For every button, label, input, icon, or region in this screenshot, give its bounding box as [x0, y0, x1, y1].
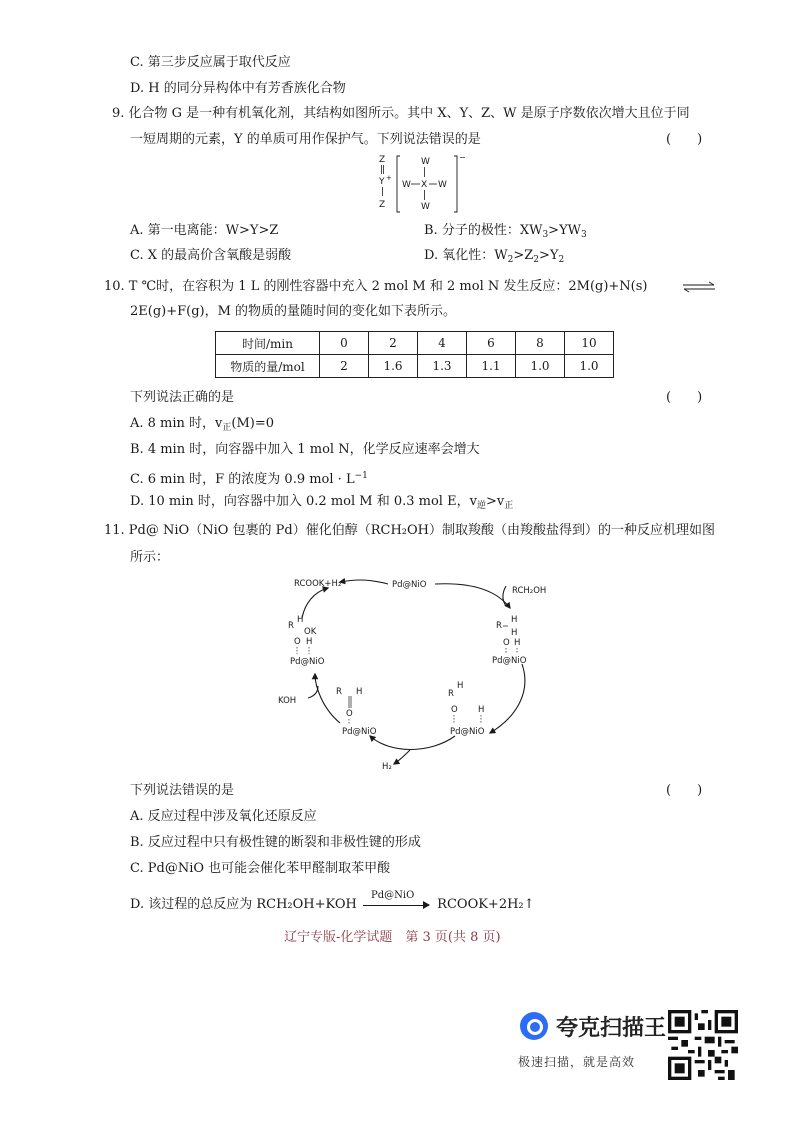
svg-text:R: R [448, 689, 454, 699]
svg-text:O: O [294, 637, 301, 647]
q9-stem-line1: 9. 化合物 G 是一种有机氧化剂，其结构如图所示。其中 X、Y、Z、W 是原子序数依次增大且位于同 [112, 106, 690, 121]
q10-prompt: 下列说法正确的是 [130, 390, 235, 405]
q9-option-a: A. 第一电离能：W>Y>Z [130, 223, 279, 238]
table-row [216, 355, 614, 378]
q10-stem-line1: 10. T ℃时，在容积为 1 L 的刚性容器中充入 2 mol M 和 2 mol N 发生反应：2M(g)+N(s) [104, 279, 648, 294]
table-cell: 1.0 [565, 355, 614, 378]
surface-label: Pd@NiO [450, 727, 485, 737]
catalyst-top-label: Pd@NiO [392, 580, 427, 590]
reagent-koh-label: KOH [278, 696, 297, 706]
svg-text:H: H [457, 681, 464, 691]
q9-atom-w-top: W [421, 157, 430, 167]
surface-label: Pd@NiO [290, 657, 325, 667]
scanner-logo-icon [520, 1012, 548, 1040]
q10-data-table [215, 331, 614, 378]
cycle-arrow-bottom [370, 736, 455, 750]
cycle-arrow-left-lower [315, 674, 340, 723]
q11-mechanism-diagram [270, 568, 570, 773]
q10-option-d: D. 10 min 时，向容器中加入 0.2 mol M 和 0.3 mol E，$v_逆>v_正$ [130, 494, 514, 511]
svg-text:H: H [514, 638, 521, 648]
q9-atom-w-left: W [402, 180, 411, 190]
reagent-rch2oh-label: RCH₂OH [512, 586, 547, 596]
table-header-cell: 时间/min [216, 332, 320, 355]
table-header-cell: 0 [320, 332, 369, 355]
q9-option-d: D. 氧化性：$W_2>Z_2>Y_2$ [424, 248, 565, 265]
q11-option-d: D. 该过程的总反应为 RCH₂OH+KOH Pd@NiO RCOOK+2H₂↑ [130, 895, 535, 915]
svg-text:OK: OK [304, 627, 317, 637]
svg-text:R: R [336, 687, 342, 697]
q11-prompt: 下列说法错误的是 [130, 783, 235, 798]
svg-text:H: H [511, 628, 518, 638]
product-top-label: RCOOK+H₂ [294, 579, 342, 589]
table-cell: 2 [320, 355, 369, 378]
svg-text:O: O [503, 638, 510, 648]
q9-atom-w-right: W [438, 180, 447, 190]
table-cell: 1.3 [418, 355, 467, 378]
svg-text:H: H [478, 705, 485, 715]
svg-text:H: H [511, 615, 518, 625]
watermark-brand: 夸克扫描王 [556, 1016, 667, 1041]
cycle-arrow-top-right [435, 584, 510, 608]
q11-stem-line2: 所示： [130, 550, 170, 565]
table-header-cell: 10 [565, 332, 614, 355]
svg-text:H: H [297, 615, 304, 625]
q9-atom-y: Y [379, 177, 385, 187]
cycle-arrow-right [490, 664, 525, 733]
q10-option-b: B. 4 min 时，向容器中加入 1 mol N，化学反应速率会增大 [130, 442, 480, 457]
table-row [216, 332, 614, 355]
q10-answer-paren: ( ) [666, 390, 703, 405]
qr-code-icon [668, 1010, 738, 1080]
svg-text:R: R [288, 621, 294, 631]
watermark-slogan: 极速扫描，就是高效 [518, 1055, 636, 1069]
table-cell: 1.6 [369, 355, 418, 378]
cycle-arrow-top-left [340, 580, 388, 584]
surface-label: Pd@NiO [342, 727, 377, 737]
q9-atom-x: X [421, 180, 428, 190]
q10-option-c: C. 6 min 时，F 的浓度为 0.9 mol · $L^{-1}$ [130, 471, 368, 487]
q9-atom-z-bottom: Z [379, 200, 386, 210]
surface-label: Pd@NiO [492, 656, 527, 666]
q9-stem-line2: 一短周期的元素，Y 的单质可用作保护气。下列说法错误的是 [130, 132, 481, 147]
svg-text:R: R [496, 621, 502, 631]
q8-option-c: C. 第三步反应属于取代反应 [130, 55, 291, 70]
q9-option-c: C. X 的最高价含氧酸是弱酸 [130, 248, 292, 263]
q9-atom-w-bottom: W [421, 202, 430, 212]
equilibrium-arrow-icon [682, 281, 716, 293]
q9-answer-paren: ( ) [666, 132, 703, 147]
q9-structure-diagram [370, 152, 480, 216]
page-footer: 辽宁专版-化学试题 第 3 页(共 8 页) [284, 930, 501, 945]
q11-stem-line1: 11. Pd@ NiO（NiO 包裹的 Pd）催化伯醇（RCH₂OH）制取羧酸（由羧酸盐得到）的一种反应机理如图 [104, 523, 716, 538]
svg-text:H: H [306, 637, 313, 647]
table-header-cell: 6 [467, 332, 516, 355]
svg-text:O: O [346, 709, 353, 719]
table-cell: 1.1 [467, 355, 516, 378]
table-header-cell: 2 [369, 332, 418, 355]
reaction-arrow: Pd@NiO [361, 895, 433, 915]
q9-option-b: B. 分子的极性：$XW_3>YW_3$ [424, 223, 587, 240]
svg-text:H: H [356, 687, 363, 697]
q11-option-a: A. 反应过程中涉及氧化还原反应 [130, 809, 317, 824]
q11-option-c: C. Pd@NiO 也可能会催化苯甲醛制取苯甲酸 [130, 861, 391, 876]
q8-option-d: D. H 的同分异构体中有芳香族化合物 [130, 81, 346, 96]
table-cell: 物质的量/mol [216, 355, 320, 378]
q10-option-a: A. 8 min 时，$v_正(M)=0$ [130, 416, 275, 433]
q10-stem-line2: 2E(g)+F(g)，M 的物质的量随时间的变化如下表所示。 [130, 304, 457, 319]
q11-option-b: B. 反应过程中只有极性键的断裂和非极性键的形成 [130, 835, 421, 850]
koh-entry-arrow [308, 686, 318, 698]
table-cell: 1.0 [516, 355, 565, 378]
q9-charge-minus: − [459, 153, 466, 162]
q11-answer-paren: ( ) [666, 783, 703, 798]
cycle-arrow-left-upper [302, 588, 328, 618]
q9-charge-plus: + [386, 174, 392, 182]
q9-atom-z-top: Z [379, 155, 386, 165]
byproduct-h2-label: H₂ [382, 762, 392, 772]
svg-text:O: O [451, 705, 458, 715]
h2-exit-arrow [394, 750, 410, 764]
table-header-cell: 4 [418, 332, 467, 355]
table-header-cell: 8 [516, 332, 565, 355]
